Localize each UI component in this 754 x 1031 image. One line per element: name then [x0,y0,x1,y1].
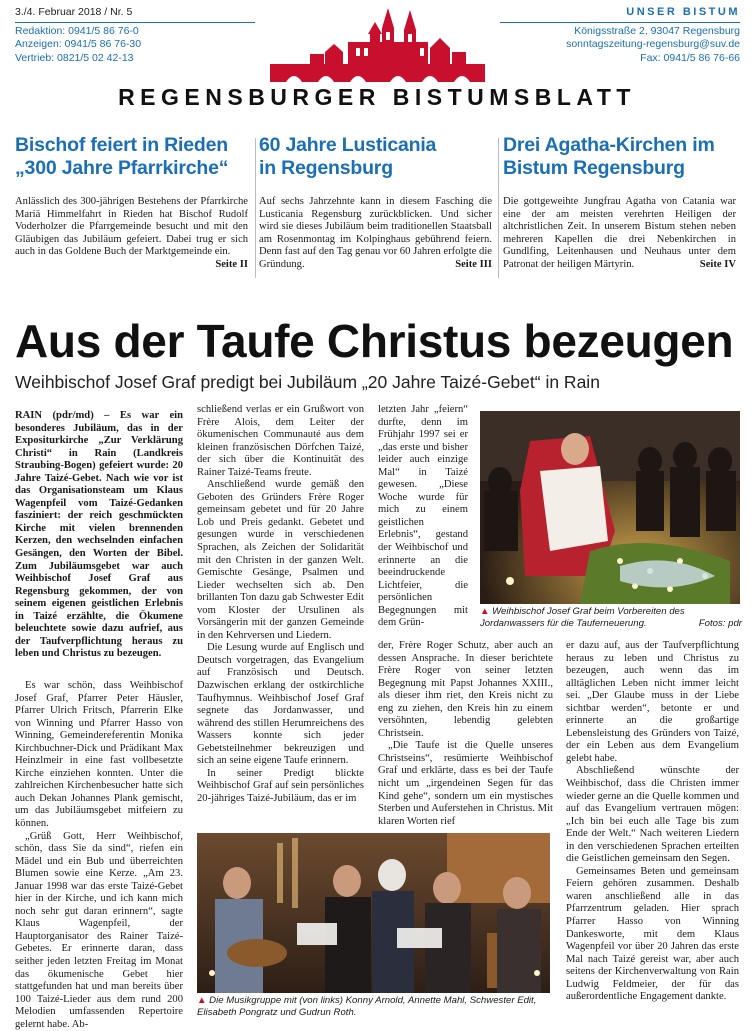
page-ref[interactable]: Seite III [455,258,492,270]
photo-musikgruppe[interactable] [197,833,550,993]
teaser-text: Die gottgeweihte Jungfrau Agatha von Catania war eine der am meisten verehrten Heiligen der altchristlichen Zeit. In unserem Bistum stehen neben mehreren Kapellen die drei Nebenkirchen in Gundlfing, Leitenhausen und Neuhaus unter dem Patronat der heiligen Märtyrin. Seite IV [503,196,736,270]
photo-caption: ▲ Die Musikgruppe mit (von links) Konny Arnold, Annette Mahl, Schwester Edit, Elisabeth Pongratz und Gudrun Roth. [197,995,537,1018]
header-contacts-right [500,6,740,65]
photo-caption: ▲ Weihbischof Josef Graf beim Vorbereiten des Jordanwassers für die Tauferneuerung. Fotos: pdr [480,606,742,629]
caption-triangle-icon: ▲ [197,995,207,1006]
article-subheadline: Weihbischof Josef Graf predigt bei Jubiläum „20 Jahre Taizé-Gebet“ in Rain [15,372,600,392]
contact-line: Anzeigen: 0941/5 86 76-30 [15,38,142,51]
article-column-1: Es war schön, dass Weihbischof Josef Graf, Pfarrer Peter Häusler, Pfarrer Ulrich Fritsch, Pfarrerin Elke von Winning und Pfarrer Hasso von Winning, Gemeindereferentin Monika Kirchbuchner-Dick und Prädikant Max Heinzlmeir in eine fast vollbesetzte Kirche einziehen konnten. Unter die zahlreichen Kirchenbesucher hatte sich auch Dekan Johannes Plank gemischt, um das Jubiläumsgebet mitfeiern zu können. „Grüß Gott, Herr Weihbischof, schön, dass Sie da sind“, riefen ein Mädel und ein Bub und überreichten Blumen sowie eine Kerze. „Am 23. Januar 1998 war das erste Taizé-Gebet hier in der Kirche, und ich kann mich noch sehr gut daran erinnern“, sagte Klaus Wagenpfeil, der Hauptorganisator des Rainer Taizé-Gebetes. Er erinnerte daran, dass seither jeden letzten Freitag im Monat das ökumenische Gebet hier stattgefunden hat und man bereits über 100 Taizé-Lieder aus dem rund 200 Melodien umfassenden Repertoire gelernt habe. Ab- [15,680,183,1030]
bistum-logo-icon [270,8,485,82]
page-ref[interactable]: Seite II [215,258,248,270]
column-divider [498,138,499,278]
teaser-title: Drei Agatha-Kirchen im Bistum Regensburg [503,134,715,179]
article-column-2: schließend verlas er ein Grußwort von Frère Alois, dem Leiter der ökumenischen Communauté aus dem kleinen französischen Dörfchen Taizé, der sich über die Kontinuität des Rainer Taizé-Teams freute. Anschließend wurde gemäß den Geboten des Gründers Frère Roger gemeinsam gebetet und für 20 Jahre Lob und Preis gedankt. Gebetet und gesungen wurde in verschiedenen Sprachen, als Zeichen der Solidarität mit den Christen in der ganzen Welt. Gemischte Gesänge, Psalmen und Lieder wechselten sich ab. Den brillanten Ton dazu gab Schwester Edit vom Kloster der Ursulinen als Vorsängerin mit der ganzen Gemeinde in den Kehrversen und Liedern. Die Lesung wurde auf Englisch und Deutsch vorgetragen, das Evangelium auf Französisch und Deutsch. Dazwischen erklang der ostkirchliche Taufhymnus. Weihbischof Josef Graf segnete das Jordanwasser, und während des stillen Herumreichens des Wassers konnte sich jeder Gebetsteilnehmer bekreuzigen und sich an seine eigene Taufe erinnern. In seiner Predigt blickte Weihbischof Graf auf sein persönliches 20-jähriges Taizé-Jubiläum, das er im [197,404,364,804]
masthead-title: REGENSBURGER BISTUMSBLATT [118,84,636,110]
contact-line: Redaktion: 0941/5 86 76-0 [15,24,139,37]
column-divider [255,138,256,278]
photo-weihbischof[interactable] [480,411,740,604]
photo-credit: Fotos: pdr [698,618,742,629]
header-rule [500,22,740,23]
teaser-rieden[interactable] [15,134,248,272]
contact-line: Vertrieb: 0821/5 02 42-13 [15,51,134,64]
email-line: sonntagszeitung-regensburg@suv.de [566,38,740,51]
header-contacts-left [15,6,255,65]
teaser-title: Bischof feiert in Rieden „300 Jahre Pfarrkirche“ [15,134,229,179]
caption-triangle-icon: ▲ [480,606,490,617]
teaser-text: Auf sechs Jahrzehnte kann in diesem Fasching die Lusticania Regensburg zurückblicken. Und sicher wird sie dieses Jubiläum beim traditionellen Staatsball am Rosenmontag im Kolpinghaus gebührend feiern. Denn fast auf den Tag genau vor 60 Jahren erfolgte die Gründung. Seite III [259,196,492,270]
section-label: UNSER BISTUM [626,6,740,18]
header-rule [15,22,255,23]
article-column-3: der, Frère Roger Schutz, aber auch an dessen Ansprache. In dieser berichtete Frère Roger von seiner letzten Begegnung mit Papst Johannes XXIII., als dieser ihm riet, den Kreis nicht zu eng zu ziehen, den Kreis hin zu einem versöhnten, lebendig gelebten Christsein. „Die Taufe ist die Quelle unseres Christseins“, resümierte Weihbischof Graf und erklärte, dass es bei der Taufe nicht um „irgendeinen Segen für das Kind gehe“, sondern um ein mystisches Sterben und Auferstehen in Christus. Mit klaren Worten rief [378,640,553,827]
teaser-lusticania[interactable] [259,134,492,272]
teaser-title: 60 Jahre Lusticania in Regensburg [259,134,437,179]
article-column-4: er dazu auf, aus der Taufverpflichtung heraus zu leben und Christus zu bezeugen, auch wenn das im alltäglichen Leben nicht immer leicht sei. „Der Glaube muss in der Liebe sichtbar werden“, betonte er und erinnerte an die großartige Lebensleistung des Gründers von Taizé, der ein Leben aus dem Evangelium gelebt habe. Abschließend wünschte der Weihbischof, dass die Christen immer wieder gerne an die Quelle kommen und auf das Evangelium vertrauen mögen: „Ich bin bei euch alle Tage bis zum Ende der Welt.“ Nach weiteren Liedern in den verschiedenen Sprachen erteilten die Geistlichen gemeinsam den Segen. Gemeinsames Beten und gemeinsam Feiern gehören zusammen. Deshalb waren anschließend alle in das Pfarrzentrum geladen. Hier sprach Pfarrer Hasso von Winning Dankesworte, mit dem Klaus Wagenpfeil vor über 20 Jahren das erste Mal nach Taizé gereist war, aber auch seitens der Kirchenverwaltung von Rain Ludwig Feldmeier, der für das außerordentliche Engagement dankte. [566,640,739,1003]
teaser-agatha[interactable] [503,134,736,272]
issue-date: 3./4. Februar 2018 / Nr. 5 [15,6,133,18]
article-lead: RAIN (pdr/md) – Es war ein besonderes Jubiläum, das in der Expositurkirche „Zur Verklärung Christi“ in Rain (Landkreis Straubing-Bogen) gefeiert wurde: 20 Jahre Taizé-Gebet. Nach wie vor ist das Organisationsteam um Klaus Wagenpfeil vom Taizé-Gedanken fasziniert: der reich geschmückten Kirche mit vielen brennenden Kerzen, den wechselnden einfachen Gesängen, den Worten der Bibel. Zum Jubiläumsgebet war auch Weihbischof Josef Graf aus Regensburg gekommen, der von seinem eigenen geistlichen Erlebnis in Taizé erzählte, die Ökumene beleuchtete sowie dazu aufrief, aus der Taufverpflichtung heraus zu leben und Christus zu bezeugen. [15,410,183,660]
fax-line: Fax: 0941/5 86 76-66 [640,51,740,64]
article-column-3-top: letzten Jahr „feiern“ durfte, denn im Frühjahr 1997 sei er „das erste und bisher leider auch einzige Mal“ in Taizé gewesen. „Diese Woche wurde für mich zu einem geistlichen Erlebnis“, gestand der Weihbischof und erinnerte an die beeindruckende Lichtfeier, die persönlichen Begegnungen mit dem Grün- [378,404,468,629]
teaser-text: Anlässlich des 300-jährigen Bestehens der Pfarrkirche Mariä Himmelfahrt in Rieden hat Bischof Rudolf Voderholzer die Pfarrgemeinde besucht und mit den Gläubigen das Jubiläum gefeiert. Dabei trug er sich auch in das Goldene Buch der Marktgemeinde ein. Seite II [15,196,248,270]
page-ref[interactable]: Seite IV [699,258,736,270]
address-line: Königsstraße 2, 93047 Regensburg [574,24,740,37]
article-headline: Aus der Taufe Christus bezeugen [15,315,734,367]
